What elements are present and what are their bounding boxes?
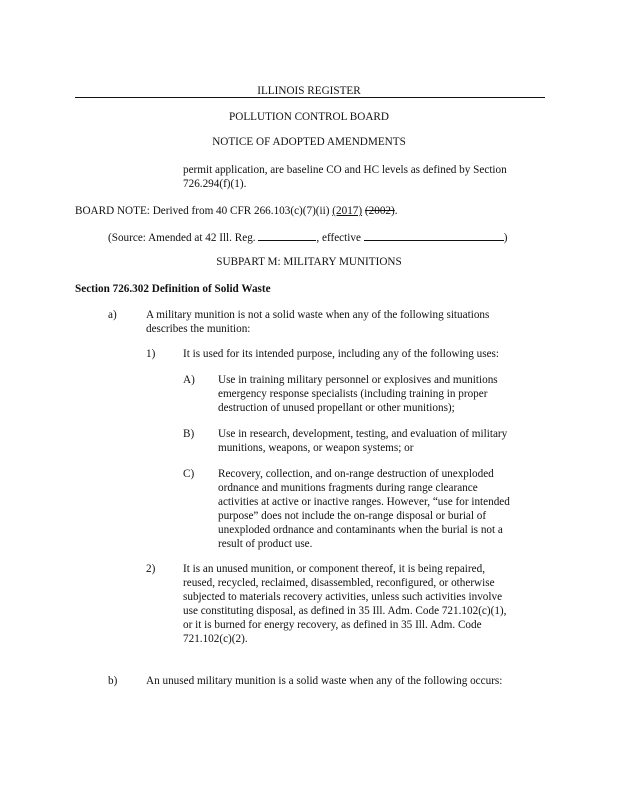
board-note-end: . [394, 205, 398, 217]
board-note-text: BOARD NOTE: Derived from 40 CFR 266.103(c)(7)(ii) [75, 205, 333, 217]
item-label: A) [183, 374, 195, 386]
subpart-heading: SUBPART M: MILITARY MUNITIONS [216, 256, 402, 268]
item-text: or it is burned for energy recovery, as defined in 35 Ill. Adm. Code [183, 619, 482, 631]
item-text: A military munition is not a solid waste when any of the following situations [146, 309, 490, 321]
item-text: It is an unused munition, or component thereof, it is being repaired, [183, 563, 485, 575]
section-heading: Section 726.302 Definition of Solid Waste [75, 283, 271, 295]
item-text: use constituting disposal, as defined in 35 Ill. Adm. Code 721.102(c)(1), [183, 605, 507, 617]
added-text: (2017) [332, 205, 363, 217]
header-rule [75, 97, 545, 98]
item-text: 721.102(c)(2). [183, 633, 248, 645]
source-mid: , effective [316, 232, 364, 244]
item-label: 2) [146, 563, 156, 575]
item-text: Use in research, development, testing, and evaluation of military [218, 428, 508, 440]
item-text: unexploded ordnance and contaminants when the burial is not a [218, 524, 503, 536]
source-prefix: (Source: Amended at 42 Ill. Reg. [108, 232, 259, 244]
item-text: reused, recycled, reclaimed, disassembled, reconfigured, or otherwise [183, 577, 495, 589]
item-text: An unused military munition is a solid waste when any of the following occurs: [146, 675, 503, 687]
item-text: It is used for its intended purpose, including any of the following uses: [183, 348, 499, 360]
item-text: Recovery, collection, and on-range destruction of unexploded [218, 468, 494, 480]
item-text: describes the munition: [146, 323, 251, 335]
item-text: Use in training military personnel or explosives and munitions [218, 374, 498, 386]
item-label: C) [183, 468, 195, 480]
item-text: purpose” does not include the on-range disposal or burial of [218, 510, 487, 522]
effective-blank [364, 230, 504, 241]
board-name: POLLUTION CONTROL BOARD [229, 111, 389, 123]
board-note [75, 205, 398, 218]
item-label: 1) [146, 348, 156, 360]
item-text: activities at active or inactive ranges. However, “use for intended [218, 496, 510, 508]
register-title: ILLINOIS REGISTER [257, 85, 361, 97]
reg-blank [258, 230, 316, 241]
item-text: destruction of unused propellant or other munitions); [218, 402, 455, 414]
item-label: B) [183, 428, 195, 440]
item-label: a) [108, 309, 117, 321]
item-text: munitions, weapons, or weapon systems; or [218, 442, 414, 454]
continuation-line: permit application, are baseline CO and HC levels as defined by Section [183, 164, 507, 176]
item-text: emergency response specialists (including training in proper [218, 388, 488, 400]
item-text: subjected to materials recovery activities, unless such activities involve [183, 591, 503, 603]
deleted-text: (2002) [364, 205, 395, 217]
source-suffix: ) [503, 232, 508, 244]
continuation-line: 726.294(f)(1). [183, 178, 247, 190]
item-text: ordnance and munitions fragments during range clearance [218, 482, 478, 494]
notice-title: NOTICE OF ADOPTED AMENDMENTS [212, 136, 406, 148]
source-note [108, 230, 507, 245]
item-label: b) [108, 675, 118, 687]
item-text: result of product use. [218, 538, 313, 550]
